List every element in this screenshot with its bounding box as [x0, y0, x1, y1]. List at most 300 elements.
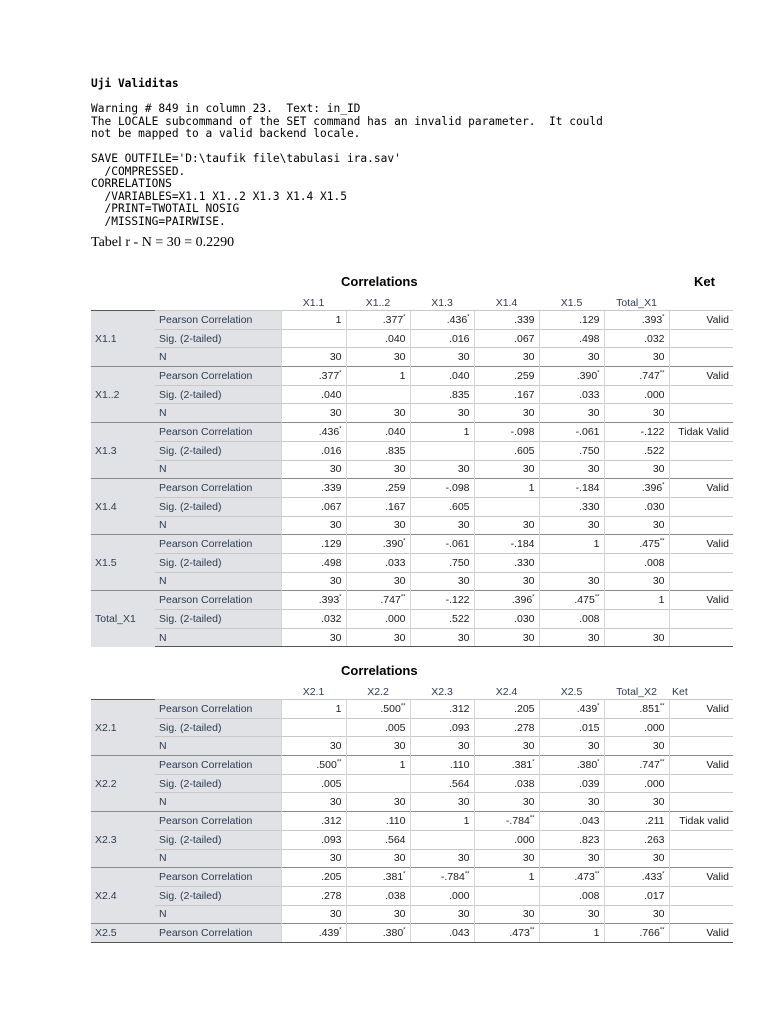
value-cell	[539, 924, 604, 943]
statistic-label: N	[155, 737, 281, 756]
value-cell	[474, 311, 539, 330]
value-cell	[346, 628, 410, 647]
cell-value: .039	[579, 777, 600, 790]
cell-value: 30	[393, 407, 406, 420]
cell-value: 30	[522, 463, 535, 476]
ket-cell: Valid	[669, 311, 733, 330]
cell-value: .278	[321, 889, 342, 902]
ket-cell: Valid	[669, 700, 733, 719]
statistic-label: N	[155, 793, 281, 812]
value-cell	[346, 924, 410, 943]
value-cell	[281, 553, 346, 572]
cell-value: 30	[393, 463, 406, 476]
value-cell	[604, 774, 669, 793]
cell-value: 30	[329, 519, 342, 532]
statistic-label: N	[155, 628, 281, 647]
tabel-r-note: Tabel r - N = 30 = 0.2290	[91, 235, 235, 250]
value-cell	[604, 423, 669, 442]
cell-value: 30	[587, 740, 600, 753]
table-row	[91, 849, 733, 868]
value-cell	[346, 793, 410, 812]
variable-label: X1.1	[91, 311, 155, 367]
value-cell	[410, 572, 474, 591]
cell-value: 30	[393, 351, 406, 364]
cell-value: .017	[644, 889, 665, 902]
cell-value: .439	[576, 702, 598, 715]
cell-value: .129	[321, 538, 342, 551]
value-cell	[474, 830, 539, 849]
statistic-label: Sig. (2-tailed)	[155, 610, 281, 629]
ket-cell	[669, 849, 733, 868]
cell-value: .205	[514, 702, 535, 715]
cell-value: .312	[449, 702, 470, 715]
value-cell	[604, 886, 669, 905]
value-cell	[474, 423, 539, 442]
value-cell	[539, 868, 604, 887]
cell-value: .040	[385, 425, 406, 438]
value-cell	[281, 367, 346, 386]
cell-value: .851	[639, 702, 660, 715]
value-cell	[281, 460, 346, 479]
value-cell	[604, 610, 669, 629]
variable-label: X1..2	[91, 367, 155, 423]
cell-value: 30	[652, 908, 665, 921]
value-cell	[604, 329, 669, 348]
value-cell	[604, 441, 669, 460]
table-row	[91, 553, 733, 572]
value-cell	[604, 311, 669, 330]
value-cell	[281, 479, 346, 498]
value-cell	[281, 812, 346, 831]
cell-value: .381	[382, 871, 404, 884]
value-cell	[281, 385, 346, 404]
column-header: X2.5	[560, 686, 583, 698]
variable-group	[91, 868, 733, 924]
cell-value: 1	[399, 369, 406, 382]
value-cell	[281, 441, 346, 460]
cell-value: .033	[579, 388, 600, 401]
significance-flag: *	[662, 482, 665, 489]
value-cell	[346, 404, 410, 423]
statistic-label: N	[155, 516, 281, 535]
cell-value: .393	[318, 594, 340, 607]
statistic-label: Sig. (2-tailed)	[155, 441, 281, 460]
cell-value: 30	[652, 740, 665, 753]
ket-cell	[669, 516, 733, 535]
column-header: X1.1	[302, 297, 325, 309]
cell-value: .747	[380, 594, 401, 607]
cell-value: .312	[321, 814, 342, 827]
table-row	[91, 812, 733, 831]
corner-cell	[91, 679, 155, 700]
ket-cell: Valid	[669, 535, 733, 554]
cell-value: -.061	[575, 425, 600, 438]
cell-value: .000	[644, 388, 665, 401]
value-cell	[539, 348, 604, 367]
cell-value: 30	[329, 908, 342, 921]
significance-flag: **	[464, 871, 470, 878]
value-cell	[539, 479, 604, 498]
text-line: /PRINT=TWOTAIL NOSIG	[91, 202, 240, 215]
cell-value: .433	[641, 871, 663, 884]
cell-value: .030	[514, 612, 535, 625]
value-cell	[539, 700, 604, 719]
value-cell	[539, 460, 604, 479]
ket-cell	[669, 793, 733, 812]
value-cell	[410, 404, 474, 423]
significance-flag: *	[597, 759, 600, 766]
cell-value: -.122	[445, 594, 470, 607]
value-cell	[410, 479, 474, 498]
value-cell	[604, 367, 669, 386]
value-cell	[474, 367, 539, 386]
value-cell	[410, 497, 474, 516]
table-title: Correlations	[341, 274, 418, 289]
value-cell	[474, 868, 539, 887]
cell-value: 30	[457, 796, 470, 809]
value-cell	[539, 535, 604, 554]
cell-value: .000	[644, 721, 665, 734]
statistic-label: Sig. (2-tailed)	[155, 830, 281, 849]
value-cell	[539, 905, 604, 924]
table-row	[91, 793, 733, 812]
cell-value: 30	[522, 796, 535, 809]
cell-value: .110	[449, 758, 470, 771]
text-line: The LOCALE subcommand of the SET command has an invalid parameter. It could	[91, 114, 603, 128]
statistic-label: Pearson Correlation	[155, 756, 281, 775]
cell-value: .259	[514, 369, 535, 382]
cell-value: .040	[449, 369, 470, 382]
table-row	[91, 756, 733, 775]
significance-flag: *	[532, 594, 535, 601]
value-cell	[474, 718, 539, 737]
cell-value: .377	[382, 313, 404, 326]
locale-warning	[91, 103, 603, 141]
value-cell	[539, 774, 604, 793]
cell-value: .747	[639, 758, 660, 771]
cell-value: .330	[514, 556, 535, 569]
cell-value: .381	[511, 758, 533, 771]
cell-value: 30	[652, 519, 665, 532]
significance-flag: **	[659, 759, 665, 766]
ket-cell	[669, 628, 733, 647]
value-cell	[410, 441, 474, 460]
statistic-label: Sig. (2-tailed)	[155, 886, 281, 905]
cell-value: 30	[587, 631, 600, 644]
value-cell	[410, 812, 474, 831]
table-row	[91, 924, 733, 943]
statistic-label: Pearson Correlation	[155, 423, 281, 442]
value-cell	[474, 610, 539, 629]
ket-cell	[669, 553, 733, 572]
cell-value: .038	[385, 889, 406, 902]
header-row	[91, 290, 733, 311]
cell-value: 30	[652, 575, 665, 588]
cell-value: .835	[449, 388, 470, 401]
table-row	[91, 737, 733, 756]
cell-value: 30	[329, 351, 342, 364]
value-cell	[539, 756, 604, 775]
table-title: Correlations	[341, 663, 418, 678]
variable-label: X1.4	[91, 479, 155, 535]
ket-cell: Valid	[669, 924, 733, 943]
value-cell	[604, 812, 669, 831]
ket-cell: Valid	[669, 367, 733, 386]
cell-value: 30	[522, 908, 535, 921]
corner-cell	[155, 290, 281, 311]
value-cell	[474, 385, 539, 404]
value-cell	[539, 812, 604, 831]
variable-group	[91, 812, 733, 868]
variable-group	[91, 591, 733, 647]
cell-value: .005	[321, 777, 342, 790]
value-cell	[474, 497, 539, 516]
value-cell	[410, 756, 474, 775]
value-cell	[474, 572, 539, 591]
variable-label: X2.3	[91, 812, 155, 868]
text-line: not be mapped to a valid backend locale.	[91, 127, 361, 140]
value-cell	[474, 591, 539, 610]
cell-value: 30	[457, 351, 470, 364]
cell-value: 30	[522, 519, 535, 532]
value-cell	[346, 572, 410, 591]
correlation-matrix	[91, 290, 733, 647]
cell-value: 30	[457, 575, 470, 588]
ket-cell	[669, 737, 733, 756]
variable-label: Total_X1	[91, 591, 155, 647]
ket-cell: Tidak valid	[669, 812, 733, 831]
value-cell	[604, 404, 669, 423]
value-cell	[281, 591, 346, 610]
cell-value: 30	[329, 575, 342, 588]
table-row	[91, 441, 733, 460]
variable-label: X2.4	[91, 868, 155, 924]
cell-value: .522	[449, 612, 470, 625]
statistic-label: Pearson Correlation	[155, 535, 281, 554]
cell-value: 30	[457, 908, 470, 921]
cell-value: .033	[385, 556, 406, 569]
cell-value: 1	[399, 758, 406, 771]
value-cell	[604, 385, 669, 404]
cell-value: .015	[579, 721, 600, 734]
cell-value: -.061	[445, 538, 470, 551]
ket-column-header	[669, 290, 733, 311]
cell-value: 30	[393, 519, 406, 532]
variable-group	[91, 367, 733, 423]
value-cell	[604, 849, 669, 868]
value-cell	[474, 441, 539, 460]
cell-value: .043	[449, 927, 470, 940]
value-cell	[539, 385, 604, 404]
cell-value: 30	[393, 796, 406, 809]
cell-value: .380	[576, 758, 598, 771]
cell-value: 30	[329, 852, 342, 865]
value-cell	[346, 868, 410, 887]
value-cell	[346, 516, 410, 535]
cell-value: .498	[321, 556, 342, 569]
column-header: X1.5	[560, 297, 583, 309]
corner-cell	[155, 679, 281, 700]
cell-value: .380	[382, 927, 404, 940]
cell-value: 30	[652, 631, 665, 644]
value-cell	[474, 886, 539, 905]
cell-value: .339	[514, 313, 535, 326]
cell-value: 1	[528, 482, 535, 495]
cell-value: 1	[593, 538, 600, 551]
value-cell	[410, 367, 474, 386]
table-row	[91, 385, 733, 404]
cell-value: .032	[321, 612, 342, 625]
cell-value: .396	[641, 482, 663, 495]
cell-value: .522	[644, 444, 665, 457]
cell-value: .016	[321, 444, 342, 457]
cell-value: 30	[522, 575, 535, 588]
value-cell	[604, 924, 669, 943]
ket-cell: Valid	[669, 868, 733, 887]
text-line: /COMPRESSED.	[91, 164, 186, 178]
cell-value: 1	[335, 313, 342, 326]
ket-cell	[669, 718, 733, 737]
table-row	[91, 404, 733, 423]
statistic-label: Pearson Correlation	[155, 812, 281, 831]
value-cell	[346, 737, 410, 756]
cell-value: .390	[382, 538, 404, 551]
value-cell	[604, 591, 669, 610]
value-cell	[410, 700, 474, 719]
value-cell	[281, 849, 346, 868]
cell-value: .823	[579, 833, 600, 846]
ket-cell	[669, 348, 733, 367]
cell-value: 30	[329, 407, 342, 420]
value-cell	[604, 572, 669, 591]
value-cell	[281, 718, 346, 737]
value-cell	[539, 516, 604, 535]
variable-group	[91, 311, 733, 367]
table-row	[91, 311, 733, 330]
variable-label: X1.3	[91, 423, 155, 479]
corner-cell	[91, 290, 155, 311]
cell-value: -.184	[575, 482, 600, 495]
table-row	[91, 329, 733, 348]
cell-value: .000	[644, 777, 665, 790]
statistic-label: Pearson Correlation	[155, 924, 281, 943]
value-cell	[539, 404, 604, 423]
statistic-label: Sig. (2-tailed)	[155, 385, 281, 404]
cell-value: 1	[658, 594, 665, 607]
significance-flag: **	[400, 594, 406, 601]
value-cell	[539, 367, 604, 386]
significance-flag: *	[662, 871, 665, 878]
cell-value: 30	[587, 575, 600, 588]
value-cell	[410, 628, 474, 647]
value-cell	[281, 830, 346, 849]
significance-flag: *	[532, 759, 535, 766]
significance-flag: **	[529, 927, 535, 934]
significance-flag: **	[594, 871, 600, 878]
value-cell	[281, 572, 346, 591]
table-row	[91, 886, 733, 905]
cell-value: .016	[449, 332, 470, 345]
value-cell	[346, 886, 410, 905]
value-cell	[410, 849, 474, 868]
text-line: SAVE OUTFILE='D:\taufik file\tabulasi ira.sav'	[91, 152, 401, 165]
statistic-label: Pearson Correlation	[155, 479, 281, 498]
value-cell	[474, 849, 539, 868]
statistic-label: Sig. (2-tailed)	[155, 718, 281, 737]
value-cell	[410, 516, 474, 535]
significance-flag: **	[336, 759, 342, 766]
significance-flag: **	[659, 370, 665, 377]
value-cell	[604, 793, 669, 812]
table-row	[91, 516, 733, 535]
cell-value: .040	[385, 332, 406, 345]
cell-value: .500	[380, 702, 401, 715]
cell-value: -.122	[640, 425, 665, 438]
value-cell	[474, 329, 539, 348]
ket-cell: Tidak Valid	[669, 423, 733, 442]
cell-value: .211	[644, 814, 665, 827]
value-cell	[346, 479, 410, 498]
value-cell	[539, 572, 604, 591]
cell-value: 30	[587, 796, 600, 809]
cell-value: 30	[587, 519, 600, 532]
statistic-label: Sig. (2-tailed)	[155, 329, 281, 348]
cell-value: 30	[522, 740, 535, 753]
significance-flag: **	[659, 538, 665, 545]
value-cell	[604, 905, 669, 924]
ket-title: Ket	[694, 274, 715, 289]
value-cell	[410, 348, 474, 367]
cell-value: .167	[385, 500, 406, 513]
value-cell	[346, 830, 410, 849]
cell-value: 30	[457, 519, 470, 532]
value-cell	[410, 924, 474, 943]
value-cell	[346, 385, 410, 404]
statistic-label: Sig. (2-tailed)	[155, 774, 281, 793]
value-cell	[281, 628, 346, 647]
cell-value: 30	[587, 908, 600, 921]
ket-cell	[669, 441, 733, 460]
ket-cell	[669, 385, 733, 404]
cell-value: .067	[321, 500, 342, 513]
header-row	[91, 679, 733, 700]
cell-value: .067	[514, 332, 535, 345]
value-cell	[604, 628, 669, 647]
significance-flag: *	[662, 314, 665, 321]
ket-cell	[669, 610, 733, 629]
cell-value: .473	[574, 871, 595, 884]
cell-value: .129	[579, 313, 600, 326]
cell-value: .008	[644, 556, 665, 569]
value-cell	[346, 441, 410, 460]
value-cell	[539, 628, 604, 647]
text-line: /VARIABLES=X1.1 X1..2 X1.3 X1.4 X1.5	[91, 189, 347, 203]
cell-value: 30	[587, 351, 600, 364]
value-cell	[410, 718, 474, 737]
cell-value: .475	[639, 538, 660, 551]
value-cell	[410, 385, 474, 404]
table-row	[91, 628, 733, 647]
cell-value: -.184	[510, 538, 535, 551]
value-cell	[604, 830, 669, 849]
cell-value: 30	[652, 852, 665, 865]
cell-value: 30	[652, 463, 665, 476]
cell-value: .475	[574, 594, 595, 607]
value-cell	[539, 497, 604, 516]
statistic-label: N	[155, 905, 281, 924]
table-row	[91, 348, 733, 367]
value-cell	[281, 868, 346, 887]
